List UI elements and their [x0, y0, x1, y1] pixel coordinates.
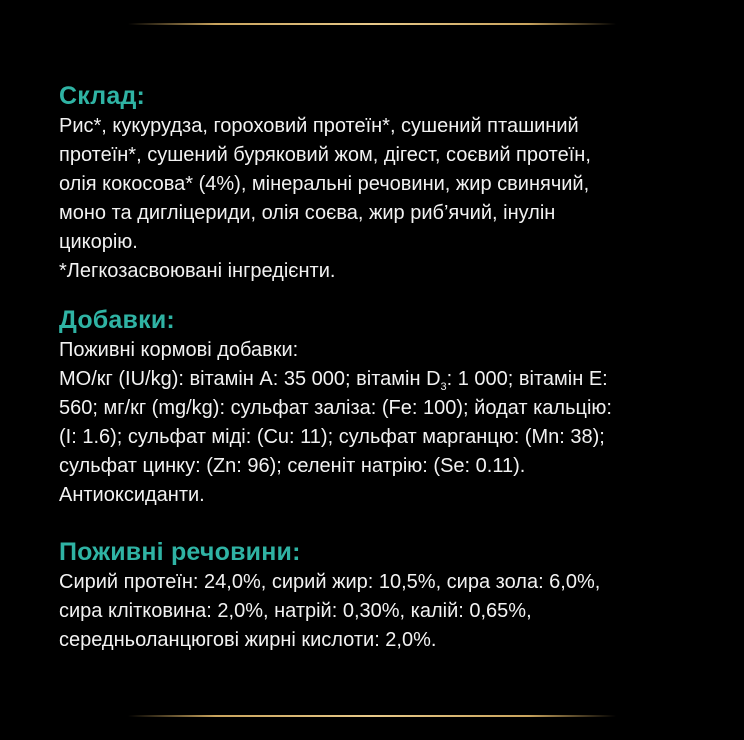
composition-text: [59, 112, 719, 286]
additives-line-vitamins: [59, 365, 719, 394]
composition-section: [59, 80, 719, 286]
composition-line: олія кокосова* (4%), мінеральні речовини, жир свинячий,: [59, 173, 590, 195]
nutrients-section: [59, 536, 719, 655]
additives-line: сульфат цинку: (Zn: 96); селеніт натрію: (Se: 0.11).: [59, 455, 526, 477]
bottom-gold-divider: [128, 715, 616, 717]
additives-line: Поживні кормові добавки:: [59, 339, 299, 361]
composition-heading: Склад:: [59, 82, 146, 110]
nutrients-text: [59, 568, 719, 655]
nutrients-line: Сирий протеїн: 24,0%, сирий жир: 10,5%, сира зола: 6,0%,: [59, 571, 601, 593]
composition-line: цикорію.: [59, 231, 138, 253]
ingredients-panel: [59, 80, 719, 655]
additives-section: [59, 304, 719, 510]
nutrients-line: сира клітковина: 2,0%, натрій: 0,30%, калій: 0,65%,: [59, 600, 532, 622]
top-gold-divider: [128, 23, 616, 25]
additives-line: 560; мг/кг (mg/kg): сульфат заліза: (Fe: 100); йодат кальцію:: [59, 397, 612, 419]
composition-line: моно та дигліцериди, олія соєва, жир риб’ячий, інулін: [59, 202, 556, 224]
nutrients-heading: Поживні речовини:: [59, 538, 301, 566]
composition-line: протеїн*, сушений буряковий жом, дігест, соєвий протеїн,: [59, 144, 591, 166]
additives-vitamins-pre: МО/кг (IU/kg): вітамін А: 35 000; вітамін D: [59, 368, 441, 390]
composition-line: Рис*, кукурудза, гороховий протеїн*, сушений пташиний: [59, 115, 579, 137]
additives-line: Антиоксиданти.: [59, 484, 205, 506]
additives-heading: Добавки:: [59, 306, 175, 334]
additives-text: [59, 336, 719, 510]
additives-line: (I: 1.6); сульфат міді: (Cu: 11); сульфат марганцю: (Mn: 38);: [59, 426, 605, 448]
composition-footnote: *Легкозасвоювані інгредієнти.: [59, 260, 336, 282]
nutrients-line: середньоланцюгові жирні кислоти: 2,0%.: [59, 629, 437, 651]
additives-vitamins-post: : 1 000; вітамін Е:: [446, 368, 608, 390]
vitamin-d-subscript: 3: [440, 381, 447, 393]
